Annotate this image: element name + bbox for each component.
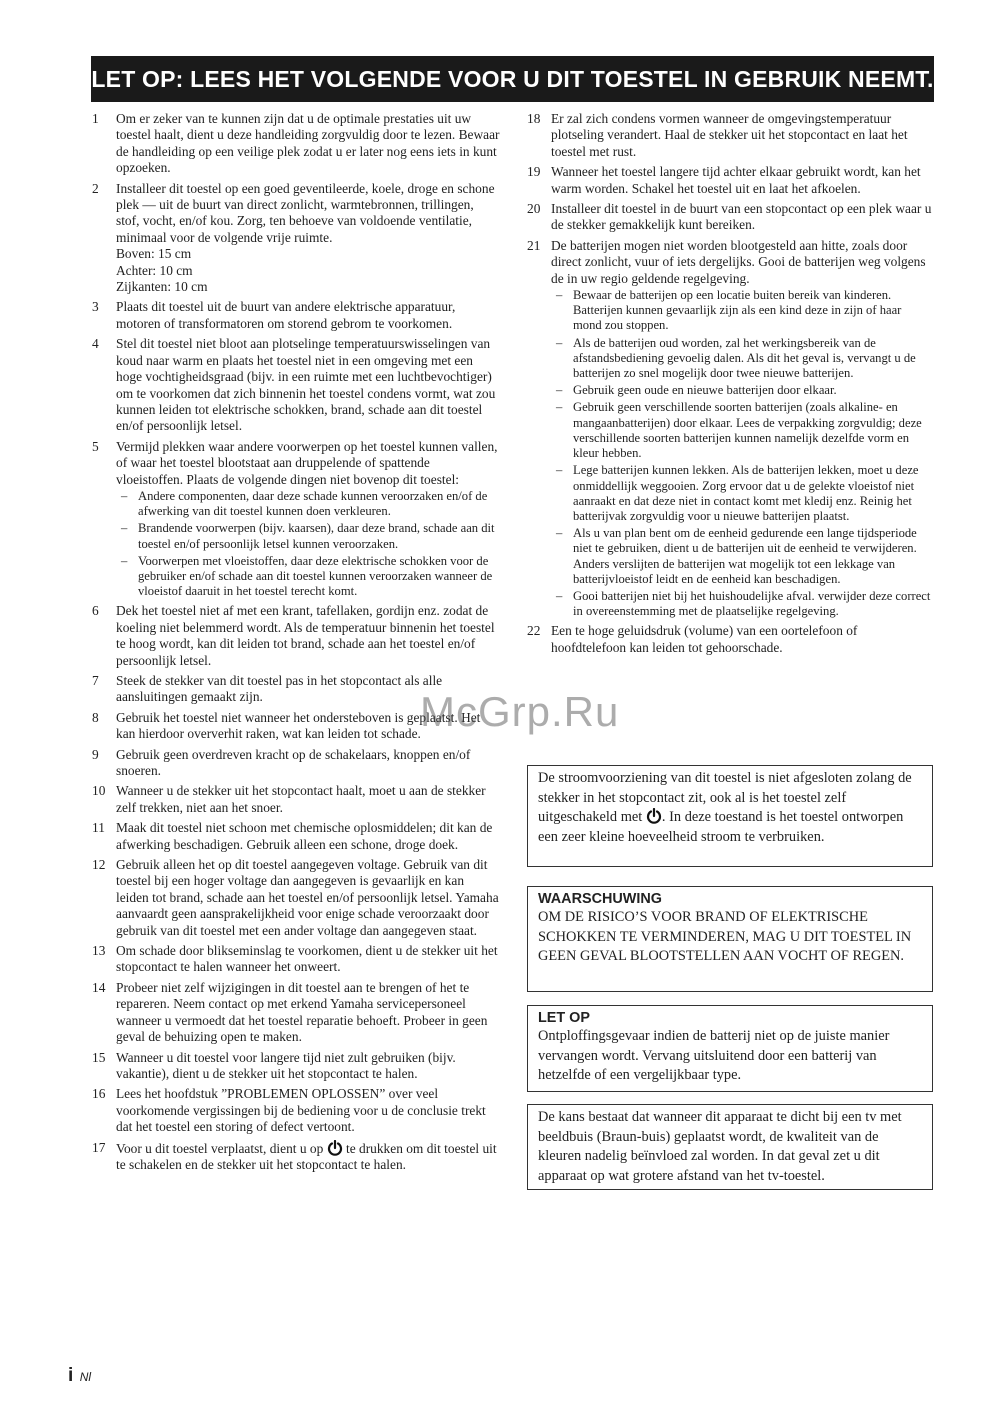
item-text-start: Voor u dit toestel verplaatst, dient u op [116, 1140, 324, 1156]
list-item [527, 164, 933, 197]
item-number: 21 [527, 237, 541, 253]
tv-notice-text: De kans bestaat dat wanneer dit apparaat te dicht bij een tv met beeldbuis (Braun-buis) geplaatst wordt, de kwaliteit van de kleuren nadelig beïnvloed zal worden. In dat geval zet u dit apparaat op wat grotere afstand van het tv-toestel. [538, 1109, 902, 1184]
item-text [116, 1140, 500, 1174]
right-column [527, 111, 933, 660]
list-item [92, 181, 500, 296]
item-text: Wanneer u dit toestel voor langere tijd niet zult gebruiken (bijv. vakantie), dient u de stekker uit het stopcontact te halen. [116, 1049, 456, 1081]
sub-item-text: Gebruik geen verschillende soorten batterijen (zoals alkaline- en mangaanbatterijen) door elkaar. Lees de verpakking zorgvuldig; deze verschillende soorten batterijen kunnen namelijk dezelfde vorm en kleur hebben. [573, 400, 922, 461]
page-title: LET OP: LEES HET VOLGENDE VOOR U DIT TOESTEL IN GEBRUIK NEEMT. [91, 56, 934, 102]
dash-bullet: – [556, 463, 563, 478]
sub-item-text: Andere componenten, daar deze schade kunnen veroorzaken en/of de afwerking van dit toestel kunnen doen verkleuren. [138, 488, 488, 519]
item-text: Installeer dit toestel op een goed geventileerde, koele, droge en schone plek — uit de buurt van direct zonlicht, warmtebronnen, trillingen, stof, vocht, en/of kou. Zorg, ten behoeve van voldoende ventilatie, minimaal voor de volgende vrije ruimte. [116, 180, 495, 245]
sub-item-text: Voorwerpen met vloeistoffen, daar deze elektrische schokken voor de gebruiker en/of schade aan dit toestel kunnen veroorzaken wanneer de vloeistof daaruit in het toestel terecht komt. [138, 553, 493, 599]
sub-list-item [551, 463, 933, 524]
sub-list-item [116, 489, 500, 519]
item-text: Steek de stekker van dit toestel pas in het stopcontact als alle aansluitingen gemaakt zijn. [116, 672, 443, 705]
warning-text: OM DE RISICO’S VOOR BRAND OF ELEKTRISCHE SCHOKKEN TE VERMINDEREN, MAG U DIT TOESTEL IN GEEN GEVAL BLOOTSTELLEN AAN VOCHT OF REGEN. [538, 909, 912, 965]
list-item [527, 238, 933, 619]
item-number: 10 [92, 783, 106, 799]
item-text: Gebruik geen overdreven kracht op de schakelaars, knoppen en/of snoeren. [116, 746, 471, 779]
item-text: Installeer dit toestel in de buurt van een stopcontact op een plek waar u de stekker gemakkelijk kunt bereiken. [551, 201, 932, 233]
power-notice-box [527, 765, 933, 867]
sub-item-text: Als de batterijen oud worden, zal het werkingsbereik van de afstandsbediening gevoelig dalen. Als dit het geval is, vervangt u de batterijen zo snel mogelijk door twee nieuwe batterijen. [573, 335, 916, 381]
item-text: Lees het hoofdstuk ”PROBLEMEN OPLOSSEN” over veel voorkomende vergissingen bij de bediening voor u de conclusie trekt dat het toestel een storing of defect vertoont. [116, 1086, 486, 1135]
warning-title: WAARSCHUWING [538, 891, 662, 907]
item-text: Wanneer u de stekker uit het stopcontact haalt, moet u aan de stekker zelf trekken, niet aan het snoer. [116, 783, 486, 815]
list-item [92, 1086, 500, 1135]
item-number: 11 [92, 820, 105, 836]
left-column [92, 111, 500, 1177]
item-number: 7 [92, 672, 99, 688]
list-item [92, 1050, 500, 1083]
dash-bullet: – [556, 526, 563, 541]
item-number: 1 [92, 111, 99, 126]
item-number: 15 [92, 1049, 106, 1065]
page-number: i [68, 1365, 74, 1386]
tv-notice-box [527, 1104, 933, 1190]
sub-list-item [551, 589, 933, 619]
item-text: Een te hoge geluidsdruk (volume) van een oortelefoon of hoofdtelefoon kan leiden tot gehoorschade. [551, 623, 858, 655]
power-notice-text-end: . In deze toestand is het toestel ontworpen een zeer kleine hoeveelheid stroom te verbruiken. [538, 809, 904, 845]
power-icon [327, 1140, 343, 1156]
item-line: Boven: 15 cm [116, 246, 192, 262]
item-text-end: te drukken om dit toestel uit te schakelen en de stekker uit het stopcontact te halen. [116, 1140, 497, 1172]
caution-title: LET OP [538, 1010, 590, 1026]
list-item [92, 1140, 500, 1174]
dash-bullet: – [121, 553, 128, 568]
item-number: 13 [92, 943, 106, 959]
sub-item-text: Brandende voorwerpen (bijv. kaarsen), daar deze brand, schade aan dit toestel en/of persoonlijk letsel kunnen veroorzaken. [138, 521, 495, 551]
sub-list-item [116, 554, 500, 600]
item-text: Maak dit toestel niet schoon met chemische oplosmiddelen; dit kan de afwerking beschadigen. Gebruik alleen een schone, droge doek. [116, 820, 493, 852]
list-item [527, 201, 933, 234]
language-code: Nl [79, 1370, 92, 1384]
page-footer [68, 1365, 91, 1387]
item-text: De batterijen mogen niet worden blootgesteld aan hitte, zoals door direct zonlicht, vuur of iets dergelijks. Gooi de batterijen weg volgens de in uw regio geldende regelgeving. [551, 237, 926, 286]
item-number: 14 [92, 979, 106, 995]
item-number: 2 [92, 180, 99, 196]
sub-item-text: Lege batterijen kunnen lekken. Als de batterijen lekken, moet u deze onmiddellijk weggooien. Zorg ervoor dat u de gelekte vloeistof niet aanraakt en dat deze niet in contact komt met kledij enz. Reinig het batterijvak zorgvuldig voor u nieuwe batterijen plaatst. [573, 463, 919, 523]
item-number: 5 [92, 438, 99, 454]
dash-bullet: – [556, 400, 563, 415]
list-item [527, 111, 933, 160]
list-item [92, 111, 500, 177]
dash-bullet: – [556, 288, 563, 303]
caution-box [527, 1005, 933, 1092]
dash-bullet: – [556, 383, 563, 398]
power-notice-text-start: De stroomvoorziening van dit toestel is niet afgesloten zolang de stekker in het stopcontact zit, ook al is het toestel zelf uitgeschakeld met [538, 770, 912, 826]
warning-box [527, 886, 933, 992]
sub-list-item [551, 336, 933, 382]
list-item [92, 783, 500, 816]
list-item [92, 820, 500, 853]
sub-item-text: Gooi batterijen niet bij het huishoudelijke afval. verwijder deze correct in overeenstemming met de plaatselijke regelgeving. [573, 588, 931, 619]
item-text: Om er zeker van te kunnen zijn dat u de optimale prestaties uit uw toestel haalt, dient u deze handleiding zorgvuldig door te lezen. Bewaar de handleiding op een veilige plek zodat u er later nog eens iets in kunt opzoeken. [116, 111, 500, 176]
sub-list-item [116, 521, 500, 551]
item-text: Er zal zich condens vormen wanneer de omgevingstemperatuur plotseling verandert. Haal de stekker uit het stopcontact en laat het toestel met rust. [551, 111, 908, 159]
dash-bullet: – [121, 521, 128, 536]
item-text: Gebruik alleen het op dit toestel aangegeven voltage. Gebruik van dit toestel bij een hoger voltage dan aangegeven is gevaarlijk en kan leiden tot brand, schade aan het toestel en/of persoonlijk letsel. Yamaha aanvaardt geen aansprakelijkheid voor enige schade veroorzaakt door gebruik van dit toestel met een ander voltage dan aangegeven staat. [116, 857, 499, 938]
sub-item-text: Gebruik geen oude en nieuwe batterijen door elkaar. [573, 383, 837, 398]
item-number: 17 [92, 1139, 106, 1155]
item-number: 3 [92, 299, 99, 315]
item-number: 22 [527, 623, 541, 639]
dash-bullet: – [121, 488, 128, 503]
sub-list-item [551, 526, 933, 587]
power-icon [646, 808, 662, 824]
item-number: 18 [527, 111, 541, 126]
item-text: Gebruik het toestel niet wanneer het ondersteboven is geplaatst. Het kan hierdoor oververhit raken, wat kan leiden tot schade. [116, 709, 481, 742]
sub-list-item [551, 288, 933, 334]
list-item [92, 299, 500, 332]
item-text: Wanneer het toestel langere tijd achter elkaar gebruikt wordt, kan het warm worden. Schakel het toestel uit en laat het afkoelen. [551, 164, 921, 196]
item-number: 19 [527, 164, 541, 180]
list-item [92, 943, 500, 976]
list-item [92, 857, 500, 939]
item-number: 4 [92, 336, 99, 352]
caution-text: Ontploffingsgevaar indien de batterij niet op de juiste manier vervangen wordt. Vervang uitsluitend door een batterij van hetzelfde of een vergelijkbaar type. [538, 1028, 890, 1084]
sub-item-text: Bewaar de batterijen op een locatie buiten bereik van kinderen. Batterijen kunnen gevaarlijk zijn als een kind deze in zijn of haar mond zou stoppen. [573, 288, 902, 333]
list-item [92, 603, 500, 669]
list-item [92, 747, 500, 780]
dash-bullet: – [556, 335, 563, 350]
list-item [92, 439, 500, 600]
item-number: 6 [92, 603, 99, 619]
list-item [92, 336, 500, 434]
item-text: Om schade door blikseminslag te voorkomen, dient u de stekker uit het stopcontact te halen wanneer het onweert. [116, 943, 498, 975]
item-number: 16 [92, 1086, 106, 1102]
item-line: Achter: 10 cm [116, 262, 193, 278]
watermark: McGrp.Ru [420, 688, 620, 735]
sub-list-item [551, 400, 933, 461]
sub-item-text: Als u van plan bent om de eenheid gedurende een lange tijdsperiode niet te gebruiken, dient u de batterijen uit de eenheid te verwijderen. Anders verslijten de batterijen wat mogelijk tot een lekkage van batterijvloeistof leidt en de eenheid kan beschadigen. [573, 526, 917, 586]
item-number: 9 [92, 746, 99, 762]
dash-bullet: – [556, 588, 563, 603]
item-text: Probeer niet zelf wijzigingen in dit toestel aan te brengen of het te repareren. Neem contact op met erkend Yamaha servicepersoneel wanneer u vermoedt dat het toestel reparatie behoeft. Probeer in geen geval de behuizing open te maken. [116, 979, 488, 1045]
item-number: 12 [92, 857, 106, 873]
list-item [92, 980, 500, 1046]
item-text: Dek het toestel niet af met een krant, tafellaken, gordijn enz. zodat de koeling niet belemmerd wordt. Als de temperatuur binnenin het toestel te hoog wordt, kan dit leiden tot brand, schade aan het toestel en/of persoonlijk letsel. [116, 603, 495, 668]
item-number: 8 [92, 709, 99, 725]
item-line: Zijkanten: 10 cm [116, 279, 208, 295]
item-text: Stel dit toestel niet bloot aan plotselinge temperatuurswisselingen van koud naar warm en plaats het toestel niet in een omgeving met een hoge vochtigheidsgraad (bijv. in een ruimte met een luchtbevochtiger) om te voorkomen dat zich binnenin het toestel condens vormt, wat zou kunnen leiden tot elektrische schokken, brand, schade aan dit toestel en/of persoonlijk letsel. [116, 336, 496, 434]
sub-list [116, 489, 500, 599]
sub-list [551, 288, 933, 619]
list-item [527, 623, 933, 656]
sub-list-item [551, 383, 933, 398]
item-text: Plaats dit toestel uit de buurt van andere elektrische apparatuur, motoren of transformatoren om storend gebrom te voorkomen. [116, 299, 456, 331]
item-text: Vermijd plekken waar andere voorwerpen op het toestel kunnen vallen, of waar het toestel blootstaat aan druppelende of spattende vloeistoffen. Plaats de volgende dingen niet bovenop dit toestel: [116, 438, 498, 487]
item-number: 20 [527, 201, 541, 217]
